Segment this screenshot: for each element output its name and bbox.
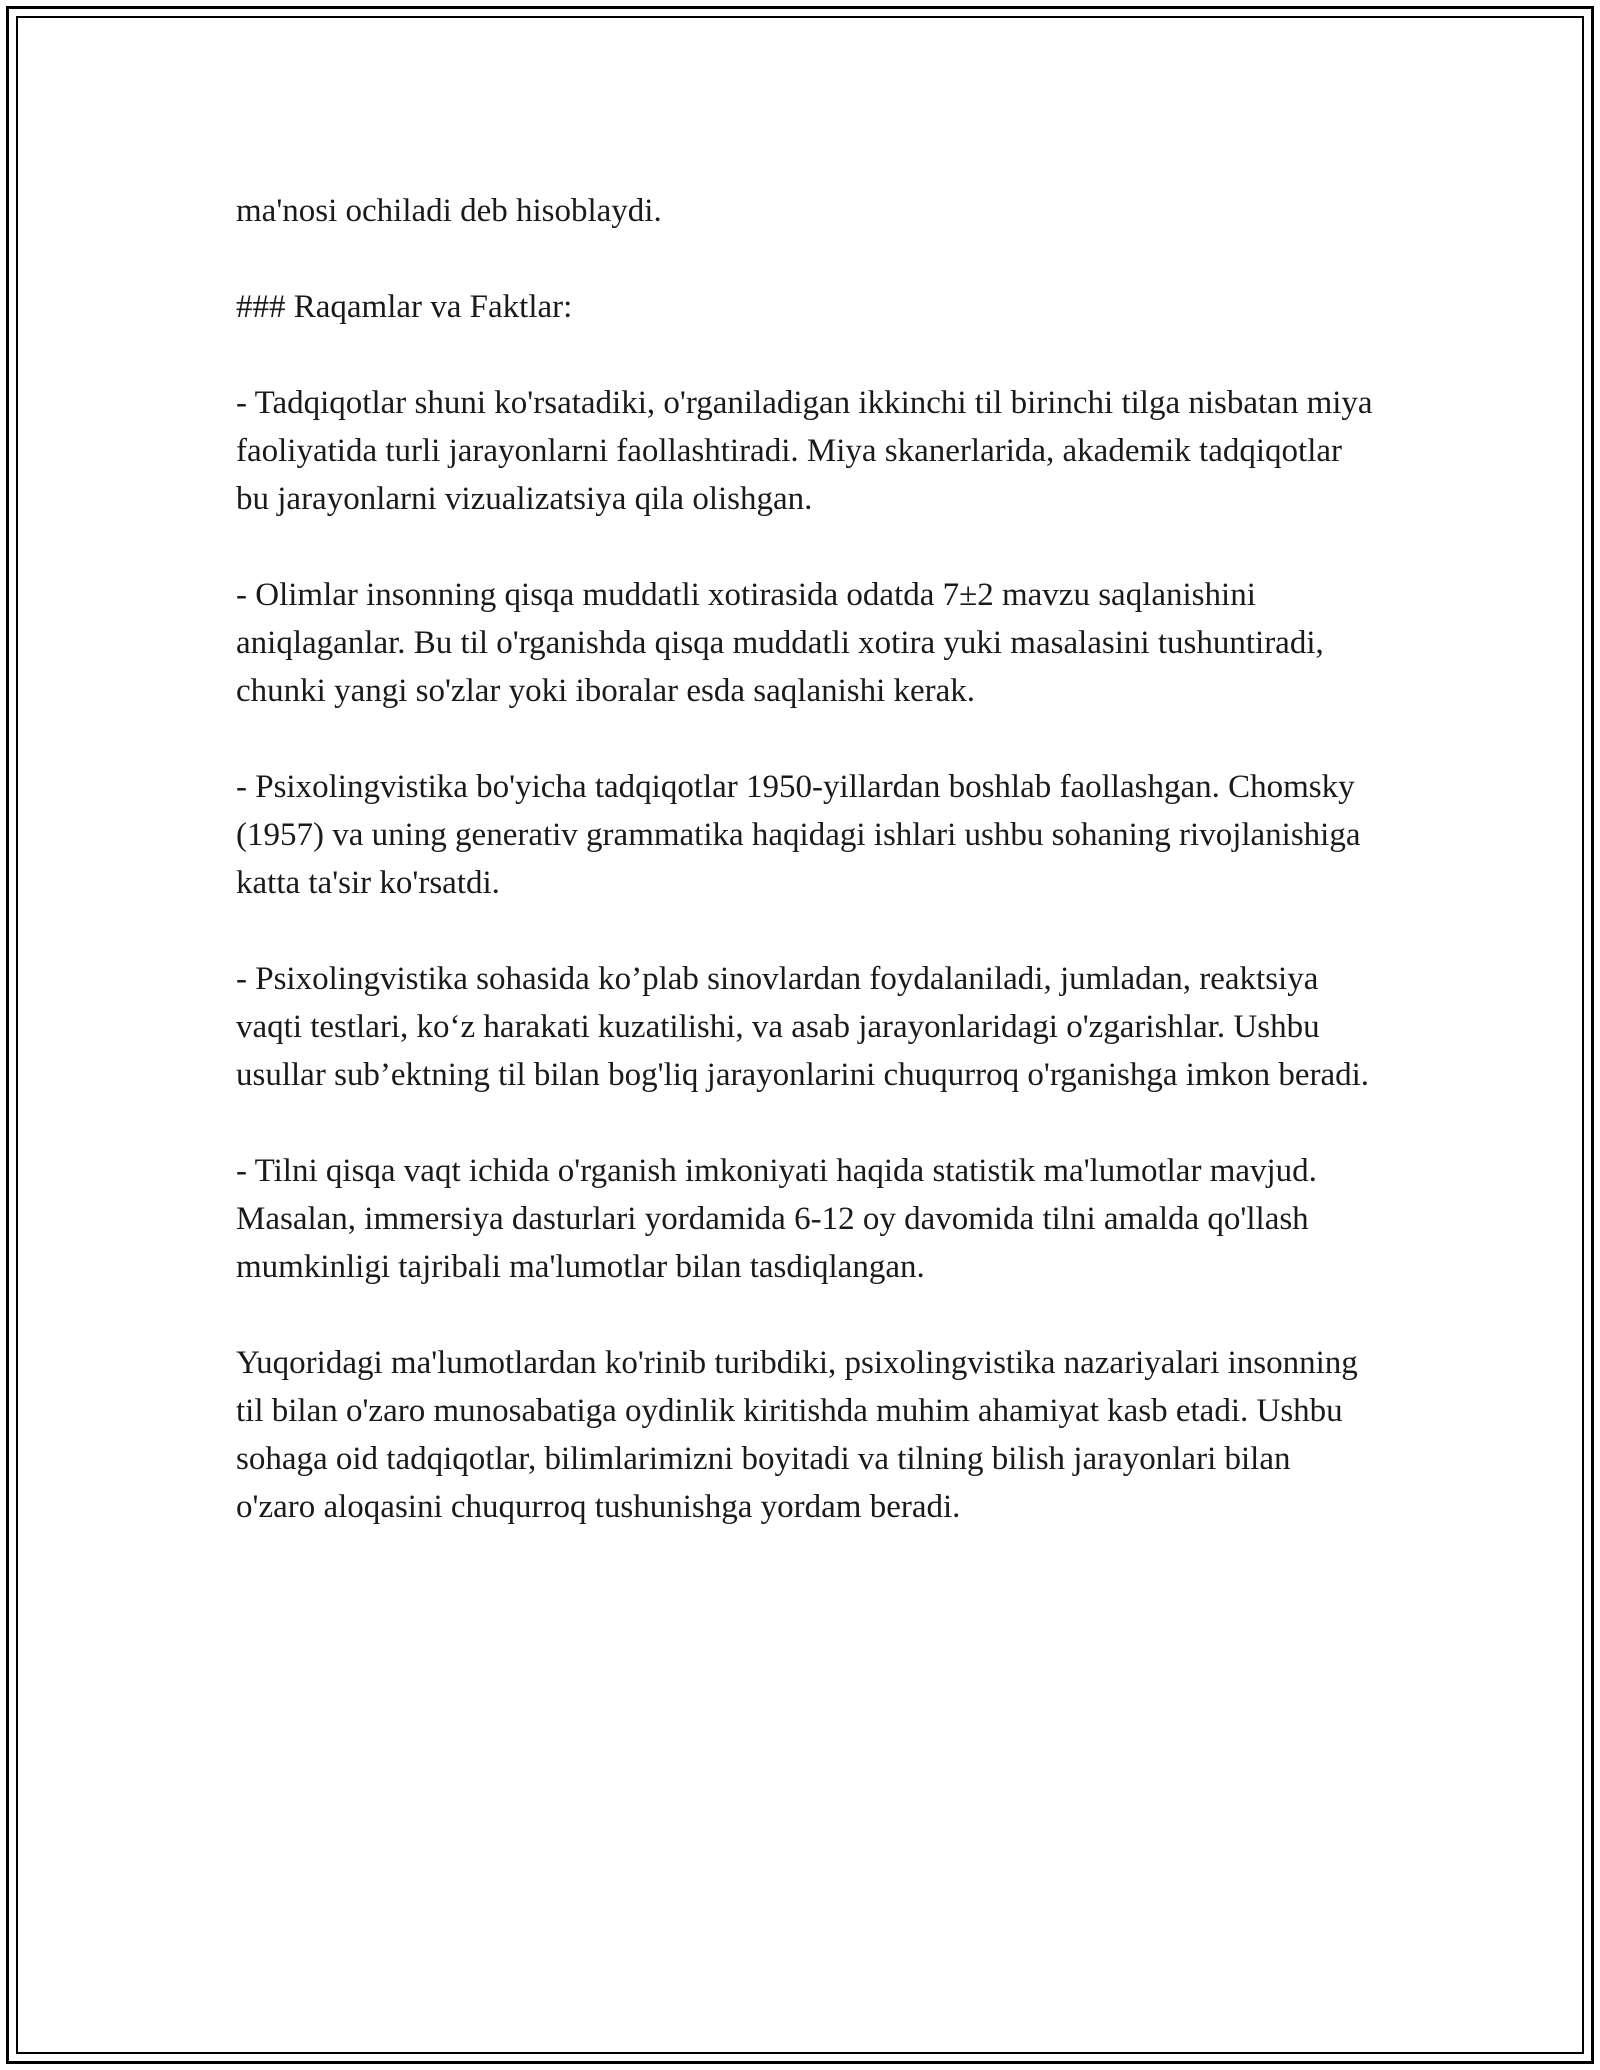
fact-paragraph-2: - Olimlar insonning qisqa muddatli xotirasida odatda 7±2 mavzu saqlanishini aniqlaganlar. Bu til o'rganishda qisqa muddatli xotira yuki masalasini tushuntiradi, chunki yangi so'zlar yoki iboralar esda saqlanishi kerak.: [236, 577, 1324, 709]
conclusion-paragraph: Yuqoridagi ma'lumotlardan ko'rinib turibdiki, psixolingvistika nazariyalari insonning til bilan o'zaro munosabatiga oydinlik kiritishda muhim ahamiyat kasb etadi. Ushbu sohaga oid tadqiqotlar, bilimlarimizni boyitadi va tilning bilish jarayonlari bilan o'zaro aloqasini chuqurroq tushunishga yordam beradi.: [236, 1345, 1358, 1525]
fact-paragraph-5: - Tilni qisqa vaqt ichida o'rganish imkoniyati haqida statistik ma'lumotlar mavjud. Masalan, immersiya dasturlari yordamida 6-12 oy davomida tilni amalda qo'llash mumkinligi tajribali ma'lumotlar bilan tasdiqlangan.: [236, 1153, 1317, 1285]
section-heading: ### Raqamlar va Faktlar:: [236, 289, 573, 325]
continuation-paragraph: ma'nosi ochiladi deb hisoblaydi.: [236, 193, 662, 229]
fact-paragraph-4: - Psixolingvistika sohasida ko’plab sinovlardan foydalaniladi, jumladan, reaktsiya vaqti testlari, ko‘z harakati kuzatilishi, va asab jarayonlaridagi o'zgarishlar. Ushbu usullar sub’ektning til bilan bog'liq jarayonlarini chuqurroq o'rganishga imkon beradi.: [236, 961, 1370, 1093]
fact-paragraph-3: - Psixolingvistika bo'yicha tadqiqotlar 1950-yillardan boshlab faollashgan. Chomsky (1957) va uning generativ grammatika haqidagi ishlari ushbu sohaning rivojlanishiga katta ta'sir ko'rsatdi.: [236, 769, 1361, 901]
document-body: [236, 187, 1376, 1579]
fact-paragraph-1: - Tadqiqotlar shuni ko'rsatadiki, o'rganiladigan ikkinchi til birinchi tilga nisbatan miya faoliyatida turli jarayonlarni faollashtiradi. Miya skanerlarida, akademik tadqiqotlar bu jarayonlarni vizualizatsiya qila olishgan.: [236, 385, 1373, 517]
